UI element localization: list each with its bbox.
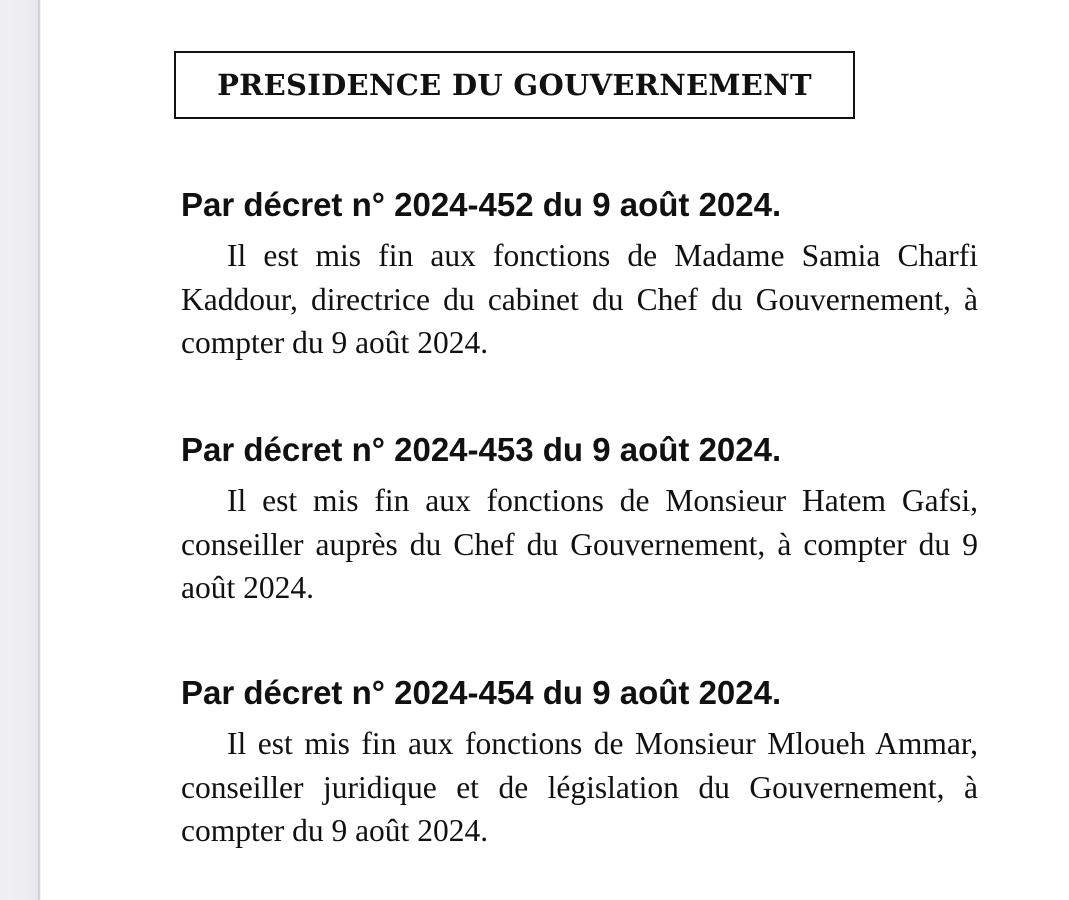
decree-block bbox=[181, 430, 978, 610]
viewer-margin bbox=[0, 0, 40, 900]
decree-body: Il est mis fin aux fonctions de Madame Samia Charfi Kaddour, directrice du cabinet du Chef du Gouvernement, à compter du 9 août 2024. bbox=[181, 238, 978, 360]
decree-block bbox=[181, 673, 978, 853]
decree-title: Par décret n° 2024-453 du 9 août 2024. bbox=[181, 431, 782, 468]
section-header-title: PRESIDENCE DU GOUVERNEMENT bbox=[217, 68, 812, 102]
decree-block bbox=[181, 185, 978, 365]
decree-title: Par décret n° 2024-454 du 9 août 2024. bbox=[181, 674, 782, 711]
document-page bbox=[41, 0, 1069, 900]
decree-title: Par décret n° 2024-452 du 9 août 2024. bbox=[181, 186, 782, 223]
section-header-box bbox=[174, 51, 855, 119]
decree-body: Il est mis fin aux fonctions de Monsieur Mloueh Ammar, conseiller juridique et de législation du Gouvernement, à compter du 9 août 2024. bbox=[181, 726, 978, 848]
decree-body: Il est mis fin aux fonctions de Monsieur Hatem Gafsi, conseiller auprès du Chef du Gouvernement, à compter du 9 août 2024. bbox=[181, 483, 978, 605]
